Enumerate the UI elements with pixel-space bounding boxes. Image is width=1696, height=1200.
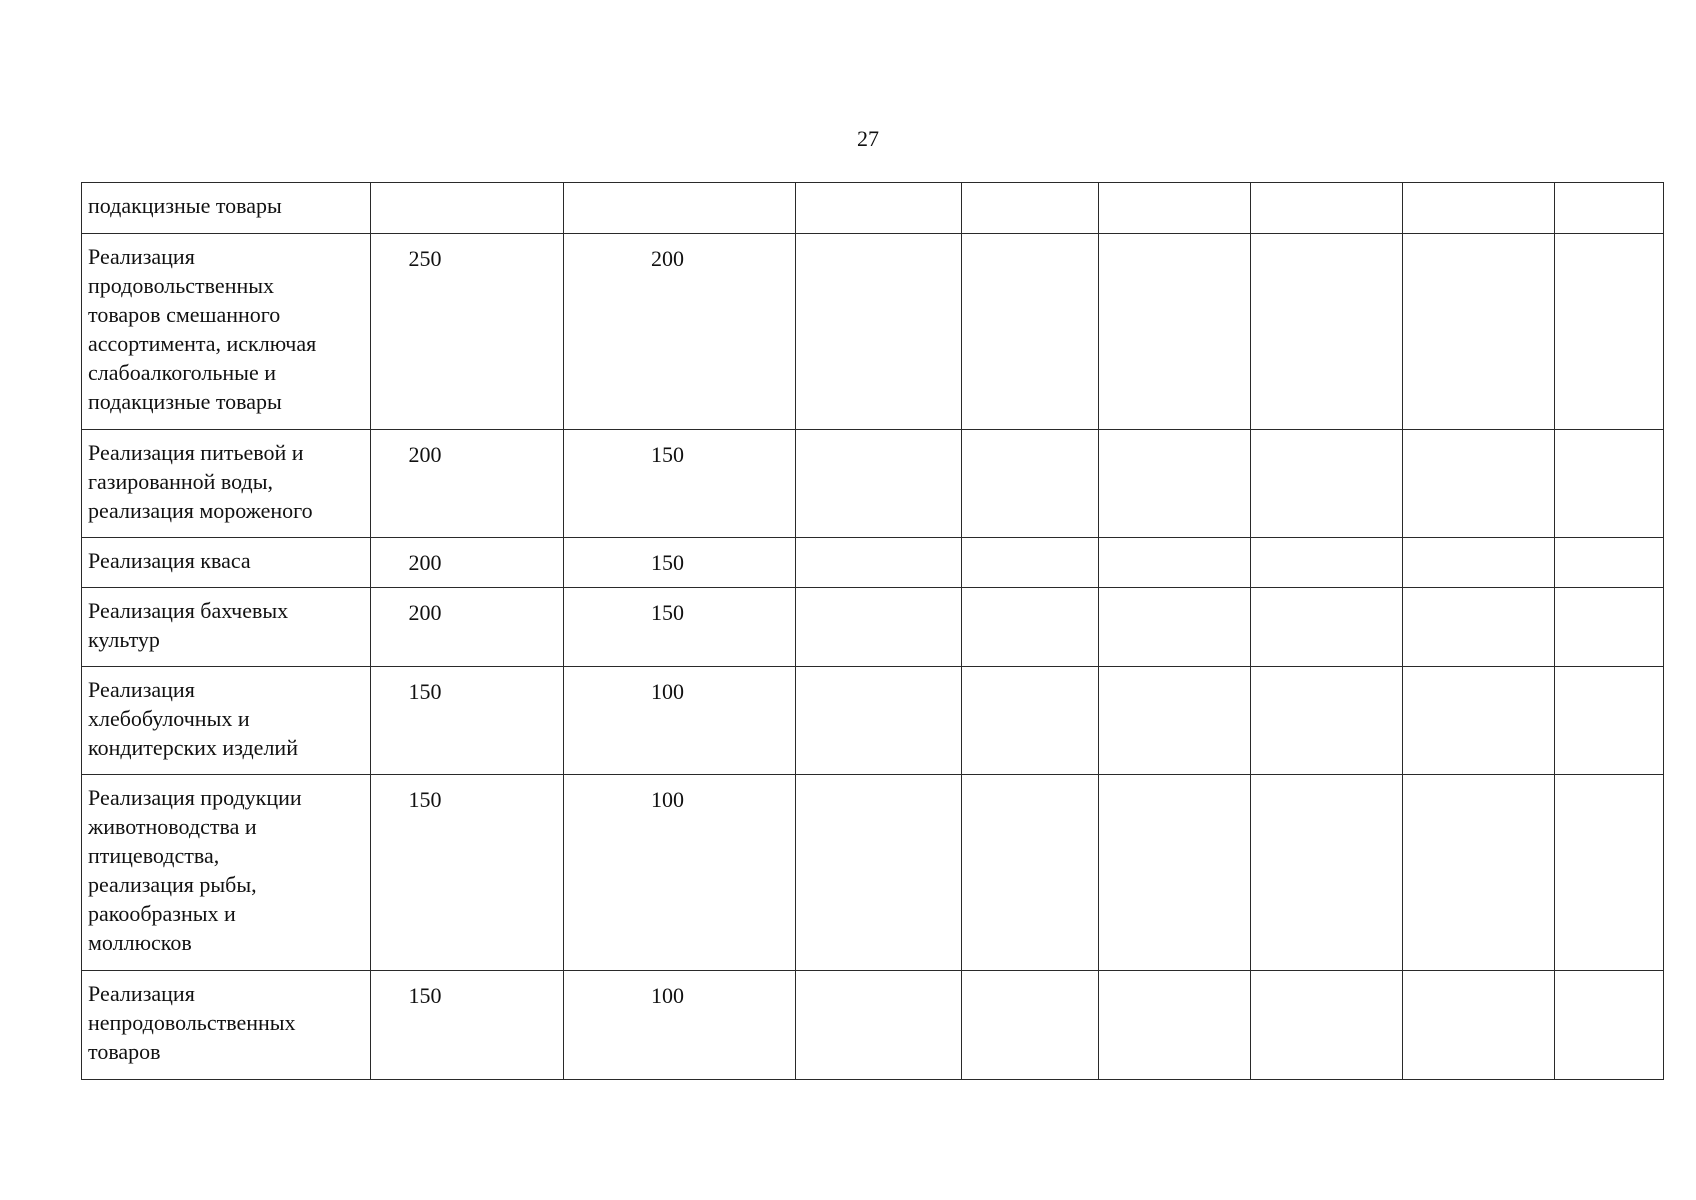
empty-cell [962, 588, 1099, 667]
table-row [82, 430, 1664, 538]
empty-cell [1403, 183, 1555, 234]
row-label-cell [82, 667, 371, 775]
empty-cell [1099, 538, 1251, 588]
empty-cell [962, 971, 1099, 1080]
value-cell-2: 100 [564, 667, 796, 775]
empty-cell [962, 538, 1099, 588]
table-row [82, 234, 1664, 430]
empty-cell [1251, 234, 1403, 430]
row-label: Реализация хлебобулочных и кондитерских изделий [88, 677, 298, 760]
row-label: Реализация бахчевых культур [88, 598, 289, 652]
row-label-cell [82, 775, 371, 971]
empty-cell [962, 430, 1099, 538]
value-cell-2: 200 [564, 234, 796, 430]
row-label-cell [82, 588, 371, 667]
empty-cell [1555, 234, 1664, 430]
empty-cell [1403, 234, 1555, 430]
empty-cell [796, 430, 962, 538]
value-cell-1: 200 [371, 538, 564, 588]
value-cell-1: 250 [371, 234, 564, 430]
value-cell-2: 150 [564, 430, 796, 538]
value-cell-2: 100 [564, 971, 796, 1080]
row-label-cell [82, 183, 371, 234]
empty-cell [1251, 430, 1403, 538]
empty-cell [1403, 588, 1555, 667]
row-label-cell [82, 430, 371, 538]
value-cell-2 [564, 183, 796, 234]
empty-cell [796, 183, 962, 234]
empty-cell [1555, 430, 1664, 538]
table-row [82, 971, 1664, 1080]
value-cell-1: 200 [371, 430, 564, 538]
table-body [82, 183, 1664, 1080]
table-row [82, 667, 1664, 775]
value-cell-1: 150 [371, 971, 564, 1080]
table-row [82, 588, 1664, 667]
row-label-cell [82, 538, 371, 588]
empty-cell [962, 775, 1099, 971]
row-label: Реализация непродовольственных товаров [88, 981, 296, 1064]
empty-cell [1555, 538, 1664, 588]
empty-cell [1555, 588, 1664, 667]
row-label: Реализация продукции животноводства и птицеводства, реализация рыбы, ракообразных и моллюсков [88, 785, 302, 955]
empty-cell [1099, 971, 1251, 1080]
empty-cell [1403, 971, 1555, 1080]
empty-cell [1251, 588, 1403, 667]
empty-cell [962, 183, 1099, 234]
value-cell-2: 150 [564, 538, 796, 588]
empty-cell [1555, 775, 1664, 971]
empty-cell [1099, 430, 1251, 538]
page-number: 27 [857, 126, 879, 151]
empty-cell [1403, 538, 1555, 588]
value-cell-2: 150 [564, 588, 796, 667]
empty-cell [1403, 667, 1555, 775]
tariff-table [81, 182, 1664, 1080]
row-label-cell [82, 234, 371, 430]
empty-cell [1403, 430, 1555, 538]
empty-cell [796, 538, 962, 588]
empty-cell [1251, 667, 1403, 775]
empty-cell [1099, 775, 1251, 971]
row-label: Реализация питьевой и газированной воды, реализация мороженого [88, 440, 313, 523]
empty-cell [1251, 538, 1403, 588]
empty-cell [1099, 183, 1251, 234]
empty-cell [796, 588, 962, 667]
empty-cell [1251, 971, 1403, 1080]
empty-cell [962, 667, 1099, 775]
value-cell-1: 200 [371, 588, 564, 667]
empty-cell [1099, 234, 1251, 430]
empty-cell [1555, 667, 1664, 775]
empty-cell [1099, 588, 1251, 667]
row-label: Реализация кваса [88, 548, 251, 573]
empty-cell [796, 775, 962, 971]
empty-cell [962, 234, 1099, 430]
empty-cell [796, 971, 962, 1080]
empty-cell [1555, 183, 1664, 234]
row-label-cell [82, 971, 371, 1080]
table-row [82, 183, 1664, 234]
value-cell-1: 150 [371, 667, 564, 775]
value-cell-1 [371, 183, 564, 234]
empty-cell [1251, 183, 1403, 234]
table-row [82, 775, 1664, 971]
empty-cell [796, 667, 962, 775]
empty-cell [1099, 667, 1251, 775]
value-cell-1: 150 [371, 775, 564, 971]
row-label: подакцизные товары [88, 193, 282, 218]
empty-cell [1403, 775, 1555, 971]
empty-cell [1555, 971, 1664, 1080]
value-cell-2: 100 [564, 775, 796, 971]
table-row [82, 538, 1664, 588]
empty-cell [1251, 775, 1403, 971]
row-label: Реализация продовольственных товаров смешанного ассортимента, исключая слабоалкогольные и подакцизные товары [88, 244, 317, 414]
empty-cell [796, 234, 962, 430]
